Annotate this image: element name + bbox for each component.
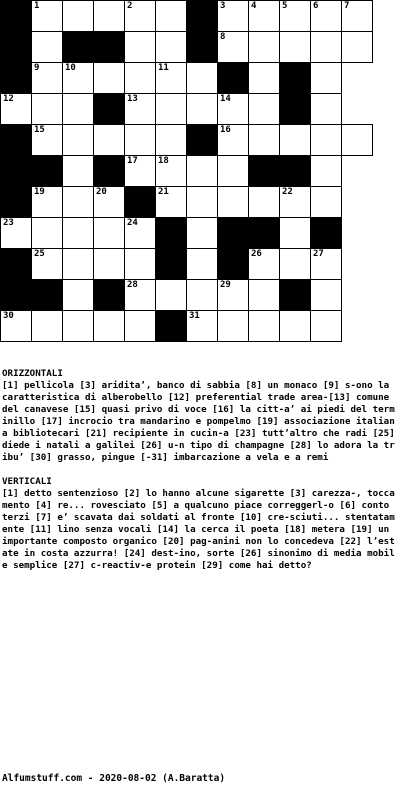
grid-cell[interactable] <box>218 280 249 311</box>
black-cell <box>1 63 32 94</box>
cell-number: 5 <box>282 1 288 11</box>
grid-cell[interactable] <box>311 311 342 342</box>
grid-cell[interactable] <box>280 311 311 342</box>
grid-cell[interactable] <box>156 94 187 125</box>
grid-cell[interactable] <box>94 125 125 156</box>
black-cell <box>218 218 249 249</box>
black-cell <box>1 156 32 187</box>
grid-cell[interactable] <box>94 249 125 280</box>
black-cell <box>280 280 311 311</box>
grid-cell[interactable] <box>32 311 63 342</box>
grid-cell[interactable] <box>125 32 156 63</box>
grid-cell[interactable] <box>187 94 218 125</box>
grid-cell[interactable] <box>156 125 187 156</box>
grid-cell[interactable] <box>249 125 280 156</box>
grid-cell[interactable] <box>249 249 280 280</box>
grid-cell[interactable] <box>311 156 342 187</box>
across-clues: [1] pellicola [3] aridita’, banco di sabbia [8] un monaco [9] s-ono la caratteristica di alberobello [12] preferential trade area-[13] comune del canavese [15] quasi privo di voce [16] la citt-a’ ai piedi del terminillo [17] incrocio tra mandarino e pompelmo [19] associazione italiana bibliotecari [21] recipiente in cucin-a [23] tutt’altro che radi [25] diede i natali a galilei [26] u-n tipo di champagne [28] lo adora la tribu’ [30] grasso, pingue [-31] imbarcazione a vela e a remi <box>2 380 395 463</box>
grid-cell[interactable] <box>32 63 63 94</box>
grid-cell[interactable] <box>156 187 187 218</box>
grid-cell[interactable] <box>311 63 342 94</box>
grid-cell[interactable] <box>218 187 249 218</box>
cell-number: 11 <box>158 63 169 73</box>
grid-cell[interactable] <box>63 249 94 280</box>
crossword-grid <box>0 0 373 342</box>
grid-cell[interactable] <box>218 1 249 32</box>
grid-cell[interactable] <box>125 218 156 249</box>
grid-cell[interactable] <box>32 249 63 280</box>
grid-cell[interactable] <box>32 125 63 156</box>
cell-number: 17 <box>127 156 138 166</box>
grid-cell[interactable] <box>125 280 156 311</box>
black-cell <box>249 156 280 187</box>
grid-cell[interactable] <box>249 311 280 342</box>
cell-number: 22 <box>282 187 293 197</box>
grid-row <box>1 218 373 249</box>
grid-cell[interactable] <box>32 218 63 249</box>
grid-cell[interactable] <box>125 249 156 280</box>
black-cell <box>249 218 280 249</box>
grid-row <box>1 125 373 156</box>
grid-cell[interactable] <box>218 156 249 187</box>
grid-cell[interactable] <box>63 94 94 125</box>
cell-number: 23 <box>3 218 14 228</box>
grid-cell[interactable] <box>156 156 187 187</box>
grid-cell[interactable] <box>125 94 156 125</box>
cell-number: 20 <box>96 187 107 197</box>
cell-number: 31 <box>189 311 200 321</box>
grid-cell[interactable] <box>280 249 311 280</box>
black-cell <box>125 187 156 218</box>
black-cell <box>311 218 342 249</box>
black-cell <box>32 280 63 311</box>
cell-number: 8 <box>220 32 226 42</box>
grid-cell[interactable] <box>94 218 125 249</box>
grid-cell[interactable] <box>311 125 342 156</box>
black-cell <box>156 311 187 342</box>
grid-cell[interactable] <box>342 1 373 32</box>
grid-cell[interactable] <box>32 1 63 32</box>
footer-credit: Alfumstuff.com - 2020-08-02 (A.Baratta) <box>2 773 226 784</box>
black-cell <box>32 156 63 187</box>
cell-number: 4 <box>251 1 257 11</box>
grid-cell[interactable] <box>63 311 94 342</box>
grid-cell[interactable] <box>249 63 280 94</box>
grid-row <box>1 249 373 280</box>
grid-cell[interactable] <box>94 63 125 94</box>
grid-row <box>1 32 373 63</box>
cell-number: 10 <box>65 63 76 73</box>
grid-cell[interactable] <box>249 1 280 32</box>
cell-number: 1 <box>34 1 40 11</box>
grid-cell[interactable] <box>187 280 218 311</box>
black-cell <box>187 1 218 32</box>
down-heading: VERTICALI <box>2 476 52 487</box>
black-cell <box>94 94 125 125</box>
cell-number: 25 <box>34 249 45 259</box>
grid-cell[interactable] <box>94 187 125 218</box>
black-cell <box>1 249 32 280</box>
grid-row <box>1 311 373 342</box>
cell-number: 13 <box>127 94 138 104</box>
grid-cell[interactable] <box>125 63 156 94</box>
grid-cell[interactable] <box>125 125 156 156</box>
black-cell <box>218 249 249 280</box>
grid-cell[interactable] <box>187 249 218 280</box>
black-cell <box>94 156 125 187</box>
cell-number: 2 <box>127 1 133 11</box>
grid-cell[interactable] <box>249 94 280 125</box>
cell-number: 18 <box>158 156 169 166</box>
grid-cell[interactable] <box>218 311 249 342</box>
grid-cell[interactable] <box>311 280 342 311</box>
cell-number: 28 <box>127 280 138 290</box>
grid-cell[interactable] <box>32 187 63 218</box>
cell-number: 26 <box>251 249 262 259</box>
grid-cell[interactable] <box>156 280 187 311</box>
black-cell <box>187 125 218 156</box>
black-cell <box>94 32 125 63</box>
black-cell <box>218 63 249 94</box>
grid-row <box>1 156 373 187</box>
grid-cell[interactable] <box>249 187 280 218</box>
cell-number: 24 <box>127 218 138 228</box>
grid-cell[interactable] <box>63 1 94 32</box>
grid-cell[interactable] <box>1 218 32 249</box>
grid-cell[interactable] <box>94 1 125 32</box>
grid-row <box>1 1 373 32</box>
black-cell <box>1 187 32 218</box>
black-cell <box>280 63 311 94</box>
black-cell <box>280 156 311 187</box>
black-cell <box>1 125 32 156</box>
grid-cell[interactable] <box>280 218 311 249</box>
down-clues: [1] detto sentenzioso [2] lo hanno alcune sigarette [3] carezza-, toccamento [4] re... rovesciato [5] a qualcuno piace correggerl-o [6] conto terzi [7] e’ scavata dai soldati al fronte [10] cre-sciuti... stentatamente [11] lino senza vocali [14] la cerca il poeta [18] metera [19] un importante composto organico [20] pag-anini non lo concedeva [22] l’estate in costa azzurra! [24] dest-ino, sorte [26] sinonimo di media mobile semplice [27] c-reactiv-e protein [29] come hai detto? <box>2 488 395 571</box>
grid-cell[interactable] <box>342 125 373 156</box>
cell-number: 14 <box>220 94 231 104</box>
grid-cell[interactable] <box>125 156 156 187</box>
grid-cell[interactable] <box>280 187 311 218</box>
grid-cell[interactable] <box>187 311 218 342</box>
cell-number: 12 <box>3 94 14 104</box>
cell-number: 30 <box>3 311 14 321</box>
grid-cell[interactable] <box>249 32 280 63</box>
grid-cell[interactable] <box>311 249 342 280</box>
grid-cell[interactable] <box>1 311 32 342</box>
clues-section <box>2 368 400 572</box>
grid-cell[interactable] <box>156 63 187 94</box>
black-cell <box>280 94 311 125</box>
cell-number: 29 <box>220 280 231 290</box>
cell-number: 7 <box>344 1 350 11</box>
grid-cell[interactable] <box>311 32 342 63</box>
grid-row <box>1 280 373 311</box>
grid-cell[interactable] <box>249 280 280 311</box>
cell-number: 16 <box>220 125 231 135</box>
grid-cell[interactable] <box>342 32 373 63</box>
cell-number: 6 <box>313 1 319 11</box>
grid-cell[interactable] <box>156 1 187 32</box>
grid-cell[interactable] <box>156 32 187 63</box>
grid-cell[interactable] <box>187 63 218 94</box>
grid-cell[interactable] <box>63 63 94 94</box>
grid-cell[interactable] <box>125 1 156 32</box>
grid-cell[interactable] <box>63 156 94 187</box>
grid-row <box>1 63 373 94</box>
grid-cell[interactable] <box>218 32 249 63</box>
cell-number: 21 <box>158 187 169 197</box>
grid-cell[interactable] <box>187 156 218 187</box>
cell-number: 3 <box>220 1 226 11</box>
across-heading: ORIZZONTALI <box>2 368 63 379</box>
black-cell <box>63 32 94 63</box>
grid-cell[interactable] <box>311 187 342 218</box>
grid-cell[interactable] <box>63 218 94 249</box>
black-cell <box>187 32 218 63</box>
black-cell <box>94 280 125 311</box>
grid-cell[interactable] <box>311 1 342 32</box>
cell-number: 27 <box>313 249 324 259</box>
grid-row <box>1 187 373 218</box>
cell-number: 15 <box>34 125 45 135</box>
grid-cell[interactable] <box>32 94 63 125</box>
grid-cell[interactable] <box>63 280 94 311</box>
black-cell <box>1 1 32 32</box>
grid-cell[interactable] <box>1 94 32 125</box>
grid-cell[interactable] <box>280 125 311 156</box>
cell-number: 9 <box>34 63 40 73</box>
cell-number: 19 <box>34 187 45 197</box>
grid-cell[interactable] <box>218 125 249 156</box>
black-cell <box>1 32 32 63</box>
grid-cell[interactable] <box>63 187 94 218</box>
black-cell <box>1 280 32 311</box>
grid-cell[interactable] <box>187 218 218 249</box>
grid-cell[interactable] <box>280 1 311 32</box>
black-cell <box>156 218 187 249</box>
grid-cell[interactable] <box>218 94 249 125</box>
grid-row <box>1 94 373 125</box>
grid-cell[interactable] <box>94 311 125 342</box>
grid-cell[interactable] <box>311 94 342 125</box>
grid-cell[interactable] <box>63 125 94 156</box>
grid-cell[interactable] <box>125 311 156 342</box>
grid-cell[interactable] <box>187 187 218 218</box>
black-cell <box>156 249 187 280</box>
grid-cell[interactable] <box>280 32 311 63</box>
grid-cell[interactable] <box>32 32 63 63</box>
